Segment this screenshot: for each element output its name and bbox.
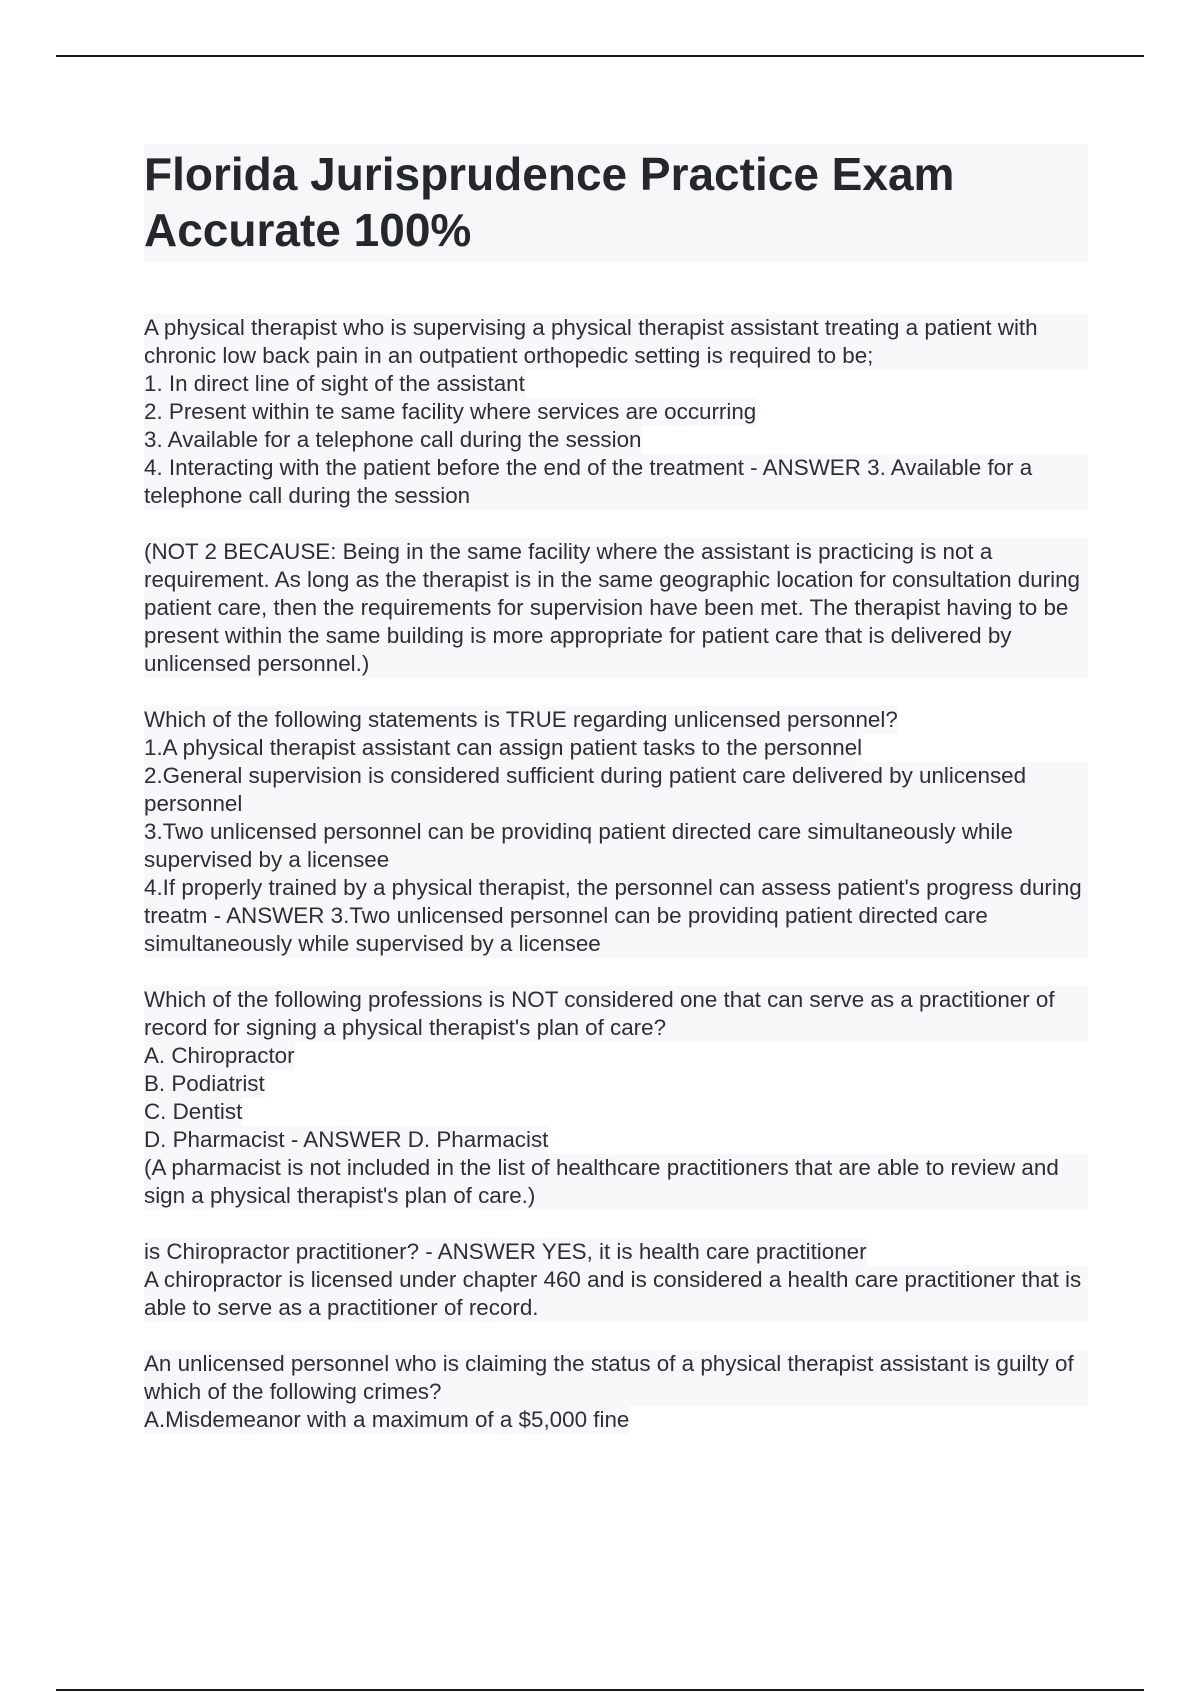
bottom-rule — [56, 1689, 1144, 1691]
answer-line: 4. Interacting with the patient before the end of the treatment - ANSWER 3. Available for a telephone call during the session — [144, 454, 1088, 510]
option-line: 2.General supervision is considered sufficient during patient care delivered by unlicensed personnel — [144, 762, 1088, 818]
explanation-text: A chiropractor is licensed under chapter 460 and is considered a health care practitioner that is able to serve as a practitioner of record. — [144, 1266, 1088, 1322]
question-text: An unlicensed personnel who is claiming the status of a physical therapist assistant is guilty of which of the following crimes? — [144, 1350, 1088, 1406]
option-line: 1.A physical therapist assistant can assign patient tasks to the personnel — [144, 735, 863, 760]
question-text: Which of the following professions is NOT considered one that can serve as a practitioner of record for signing a physical therapist's plan of care? — [144, 986, 1088, 1042]
explanation-text: (A pharmacist is not included in the list of healthcare practitioners that are able to review and sign a physical therapist's plan of care.) — [144, 1154, 1088, 1210]
question-block-4 — [144, 1238, 1088, 1322]
question-block-1 — [144, 314, 1088, 510]
option-line: 3. Available for a telephone call during the session — [144, 427, 642, 452]
option-line: 2. Present within te same facility where services are occurring — [144, 399, 757, 424]
option-line: A. Chiropractor — [144, 1043, 295, 1068]
option-line: 1. In direct line of sight of the assistant — [144, 371, 525, 396]
top-rule — [56, 55, 1144, 57]
page-content — [144, 144, 1088, 1462]
title-box — [144, 144, 1088, 262]
question-block-2 — [144, 706, 1088, 958]
question-block-5 — [144, 1350, 1088, 1434]
answer-line: 4.If properly trained by a physical therapist, the personnel can assess patient's progress during treatm - ANSWER 3.Two unlicensed personnel can be providinq patient directed care simultaneously while supervised by a licensee — [144, 874, 1088, 958]
document-title: Florida Jurisprudence Practice Exam Accurate 100% — [144, 148, 955, 256]
explanation-text: (NOT 2 BECAUSE: Being in the same facility where the assistant is practicing is not a requirement. As long as the therapist is in the same geographic location for consultation during patient care, then the requirements for supervision have been met. The therapist having to be present within the same building is more appropriate for patient care that is delivered by unlicensed personnel.) — [144, 538, 1088, 678]
answer-line: D. Pharmacist - ANSWER D. Pharmacist — [144, 1127, 549, 1152]
option-line: C. Dentist — [144, 1099, 243, 1124]
option-line: A.Misdemeanor with a maximum of a $5,000 fine — [144, 1407, 630, 1432]
explanation-block-1 — [144, 538, 1088, 678]
question-block-3 — [144, 986, 1088, 1210]
question-text: Which of the following statements is TRUE regarding unlicensed personnel? — [144, 707, 898, 732]
answer-line: is Chiropractor practitioner? - ANSWER YES, it is health care practitioner — [144, 1239, 867, 1264]
option-line: 3.Two unlicensed personnel can be providinq patient directed care simultaneously while supervised by a licensee — [144, 818, 1088, 874]
option-line: B. Podiatrist — [144, 1071, 265, 1096]
question-text: A physical therapist who is supervising a physical therapist assistant treating a patient with chronic low back pain in an outpatient orthopedic setting is required to be; — [144, 314, 1088, 370]
